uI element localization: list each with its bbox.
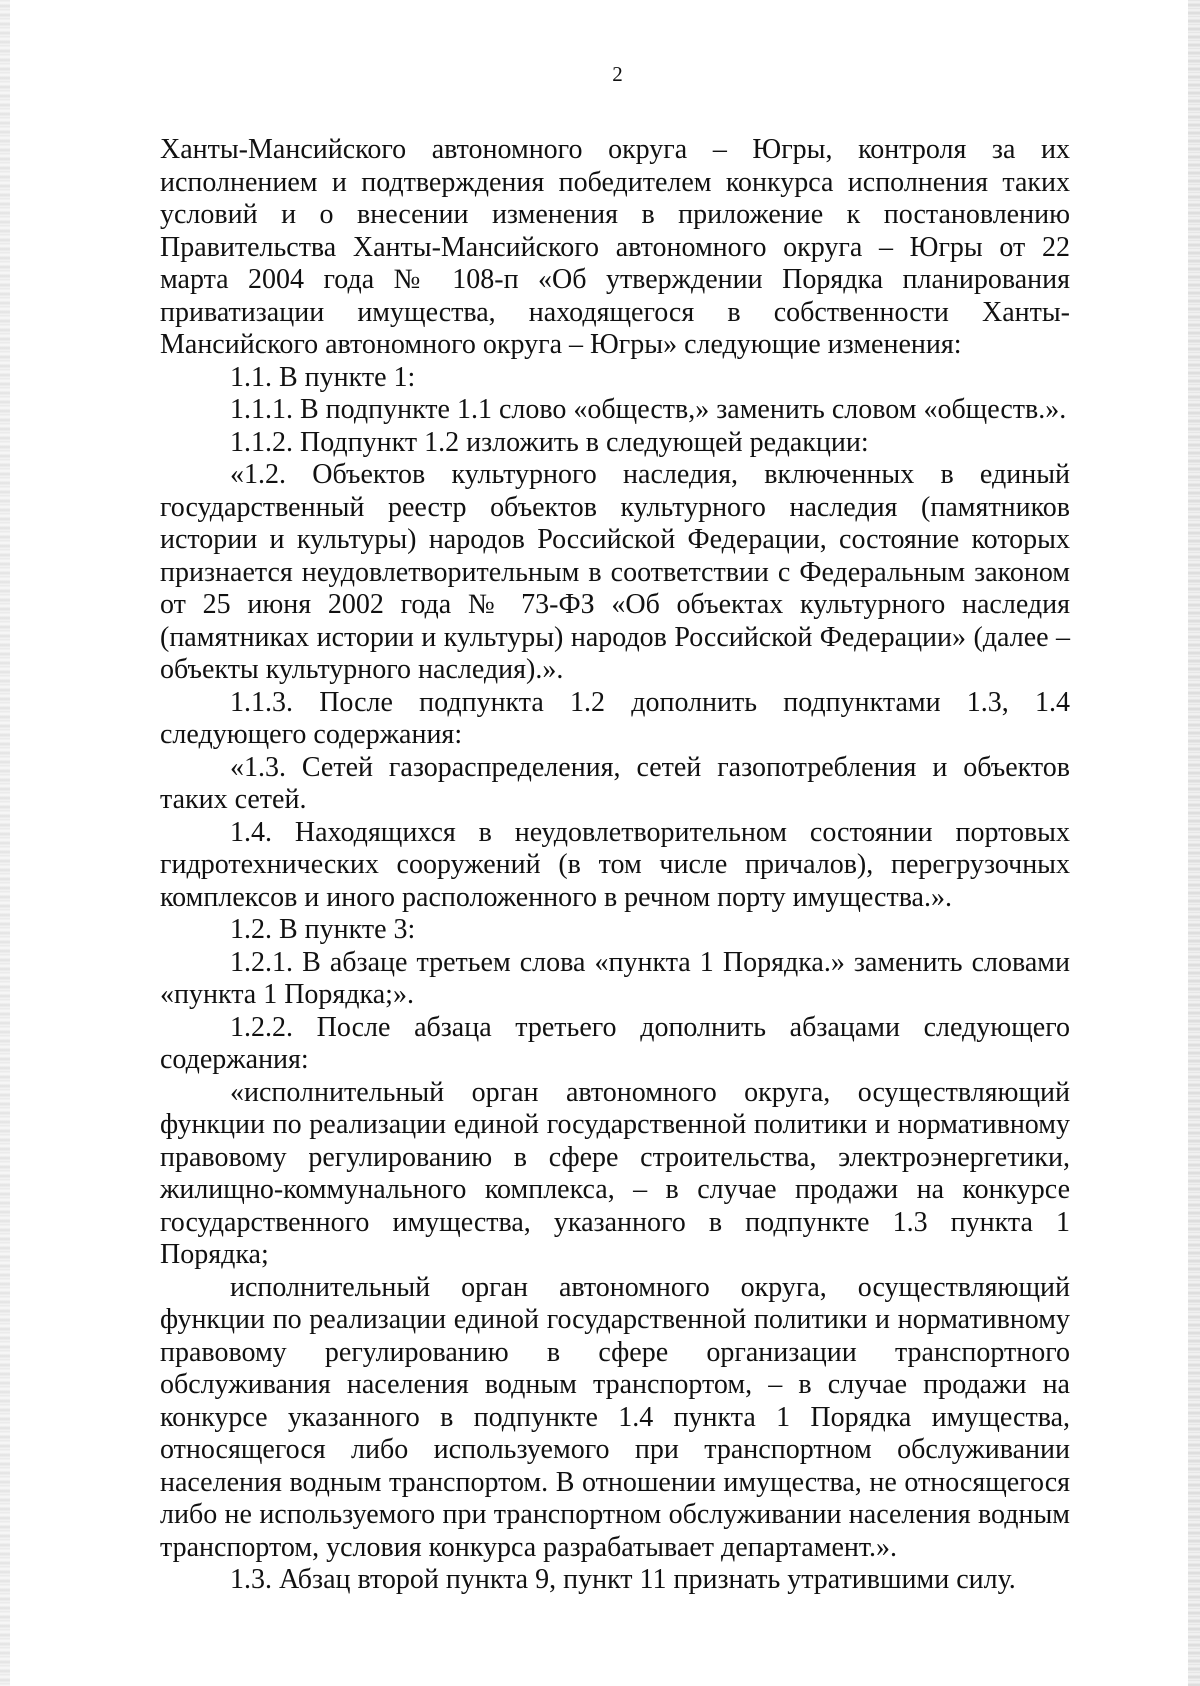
paragraph-intro-continuation: Ханты-Мансийского автономного округа – Югры, контроля за их исполнением и подтверждения победителем конкурса исполнения таких условий и о внесении изменения в приложение к постановлению Правительства Ханты-Мансийского автономного округа – Югры от 22 марта 2004 года № 108-п «Об утверждении Порядка планирования приватизации имущества, находящегося в собственности Ханты-Мансийского автономного округа – Югры» следующие изменения:	[160, 134, 1070, 360]
paragraph-quote-1-2: «1.2. Объектов культурного наследия, включенных в единый государственный реестр объектов культурного наследия (памятников истории и культуры) народов Российской Федерации, состояние которых признается неудовлетворительным в соответствии с Федеральным законом от 25 июня 2002 года № 73-ФЗ «Об объектах культурного наследия (памятниках истории и культуры) народов Российской Федерации» (далее – объекты культурного наследия).».	[160, 459, 1070, 685]
paragraph-1-1: 1.1. В пункте 1:	[230, 361, 416, 393]
paragraph-quote-1-4: 1.4. Находящихся в неудовлетворительном состоянии портовых гидротехнических сооружений (в том числе причалов), перегрузочных комплексов и иного расположенного в речном порту имущества.».	[160, 816, 1070, 913]
page-number: 2	[612, 62, 623, 86]
paragraph-1-1-1: 1.1.1. В подпункте 1.1 слово «обществ,» заменить словом «обществ.».	[230, 394, 1067, 425]
paragraph-1-3: 1.3. Абзац второй пункта 9, пункт 11 признать утратившими силу.	[230, 1564, 1016, 1595]
paragraph-1-1-3: 1.1.3. После подпункта 1.2 дополнить подпунктами 1.3, 1.4 следующего содержания:	[160, 686, 1070, 750]
paragraph-quote-1-3: «1.3. Сетей газораспределения, сетей газопотребления и объектов таких сетей.	[160, 751, 1070, 815]
paragraph-1-2-2: 1.2.2. После абзаца третьего дополнить абзацами следующего содержания:	[160, 1011, 1070, 1075]
paragraph-quote-executive-body-transport: исполнительный орган автономного округа, осуществляющий функции по реализации единой государственной политики и нормативному правовому регулированию в сфере организации транспортного обслуживания населения водным транспортом, – в случае продажи на конкурсе указанного в подпункте 1.4 пункта 1 Порядка имущества, относящегося либо используемого при транспортном обслуживании населения водным транспортом. В отношении имущества, не относящегося либо не используемого при транспортном обслуживании населения водным транспортом, условия конкурса разрабатывает департамент.».	[160, 1271, 1070, 1563]
scan-edge-left	[0, 0, 10, 1686]
paragraph-1-2: 1.2. В пункте 3:	[230, 914, 416, 945]
paragraph-quote-executive-body-construction: «исполнительный орган автономного округа, осуществляющий функции по реализации единой государственной политики и нормативному правовому регулированию в сфере строительства, электроэнергетики, жилищно-коммунального комплекса, – в случае продажи на конкурсе государственного имущества, указанного в подпункте 1.3 пункта 1 Порядка;	[160, 1076, 1070, 1270]
scan-edge-right	[1188, 0, 1200, 1686]
paragraph-1-1-2: 1.1.2. Подпункт 1.2 изложить в следующей редакции:	[230, 426, 869, 458]
paragraph-1-2-1: 1.2.1. В абзаце третьем слова «пункта 1 Порядка.» заменить словами «пункта 1 Порядка;».	[160, 946, 1070, 1010]
document-body	[160, 134, 1070, 1597]
